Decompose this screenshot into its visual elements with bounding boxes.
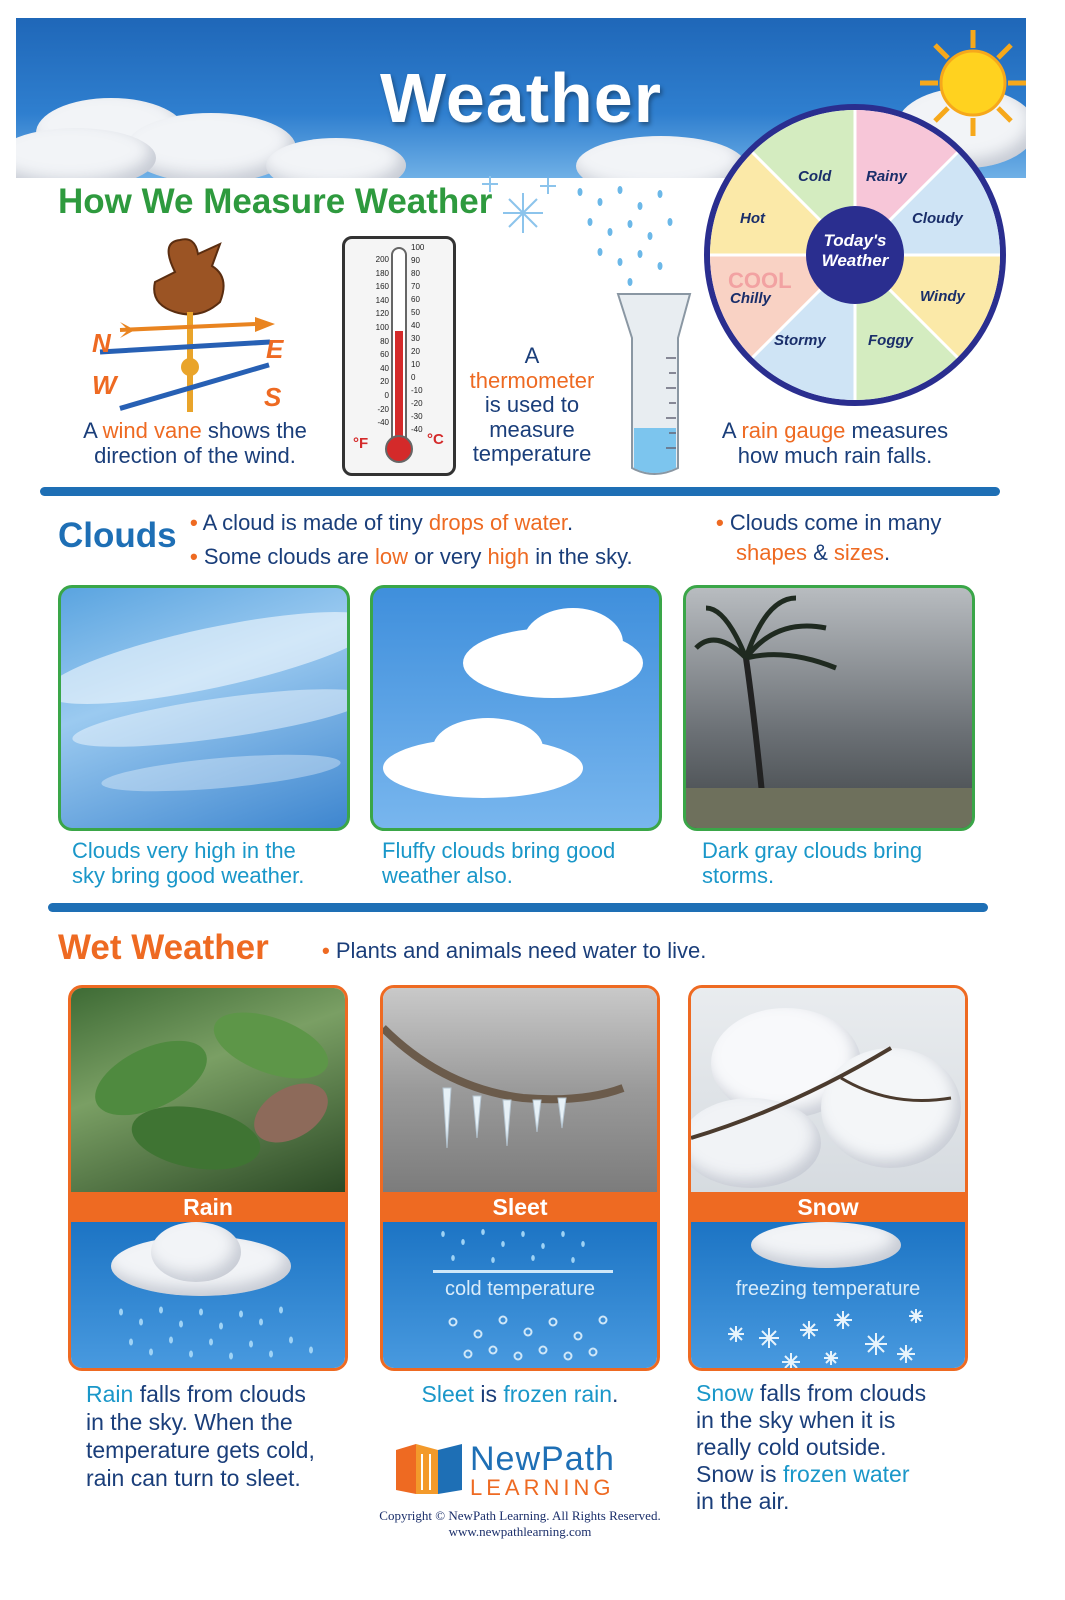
thermometer-term: thermometer [469, 367, 595, 393]
wheel-label-cold: Cold [798, 168, 832, 185]
wheel-label-cool: COOL [728, 268, 792, 293]
thermometer-tick: 20 [411, 347, 420, 356]
clouds-bullet-1: • A cloud is made of tiny drops of water. [190, 510, 574, 535]
sleet-card [380, 985, 660, 1371]
cumulus-cloud-photo [370, 585, 662, 831]
snow-description: Snow falls from clouds in the sky when it is really cold outside. Snow is frozen water in the air. [696, 1380, 927, 1514]
wheel-label-cloudy: Cloudy [912, 210, 963, 227]
newpath-logo: NewPath LEARNING [470, 1440, 615, 1500]
thermometer-tick: 40 [411, 321, 420, 330]
thermometer-tick: 30 [411, 334, 420, 343]
thermometer-tick: 20 [380, 377, 389, 387]
thermometer-tick: -40 [411, 425, 423, 434]
wheel-label-chilly: Chilly [730, 290, 771, 307]
thermometer-caption: A thermometer is used to measure temperature [469, 343, 595, 466]
clouds-heading: Clouds [58, 516, 177, 555]
thermometer-tick: 10 [411, 360, 420, 369]
wind-vane-term: wind vane [102, 418, 202, 443]
celsius-label: °C [427, 431, 444, 448]
thermometer-tick: 80 [380, 336, 389, 346]
cloud-caption-3: Dark gray clouds bring storms. [702, 838, 923, 888]
thermometer-tick: -20 [411, 399, 423, 408]
thermometer-tick: 100 [411, 243, 425, 252]
direction-e-label: E [266, 334, 284, 364]
thermometer-tick: 60 [411, 295, 420, 304]
direction-s-label: S [264, 382, 282, 412]
website-link: www.newpathlearning.com [448, 1524, 592, 1539]
snow-branch-photo [691, 988, 965, 1192]
wheel-label-rainy: Rainy [866, 168, 907, 185]
celsius-scale [411, 241, 451, 436]
sleet-label: Sleet [383, 1192, 657, 1222]
wet-weather-heading: Wet Weather [58, 928, 269, 967]
wheel-label-stormy: Stormy [774, 332, 826, 349]
raindrops-illustration [570, 182, 680, 292]
rain-diagram [71, 1222, 345, 1371]
wheel-label-windy: Windy [920, 288, 965, 305]
sleet-description: Sleet is frozen rain. [421, 1381, 619, 1407]
thermometer-tick: -20 [377, 404, 389, 414]
sleet-icicle-photo [383, 988, 657, 1192]
thermometer-tick: 120 [375, 309, 389, 319]
clouds-bullet-3: • Clouds come in many shapes & sizes. [716, 510, 942, 565]
copyright-notice: Copyright © NewPath Learning. All Rights Reserved. www.newpathlearning.com [330, 1508, 710, 1540]
cold-temperature-label: cold temperature [444, 1278, 596, 1300]
rain-gauge-caption: A rain gauge measures how much rain falls. [721, 418, 949, 468]
rain-label: Rain [71, 1192, 345, 1222]
measure-heading: How We Measure Weather [58, 182, 493, 221]
thermometer-tick: 80 [411, 269, 420, 278]
thermometer-tick: 0 [411, 373, 416, 382]
direction-w-label: W [92, 370, 117, 400]
thermometer-tick: 200 [375, 255, 389, 264]
thermometer-tick: 140 [375, 295, 389, 305]
newpath-logo-icon [392, 1440, 466, 1498]
wind-vane-caption: A wind vane shows the direction of the wind. [83, 418, 307, 468]
thermometer-tick: 70 [411, 282, 420, 291]
thermometer-tick: 40 [380, 363, 389, 373]
wet-weather-bullet: • Plants and animals need water to live. [322, 938, 707, 963]
page-title: Weather [380, 59, 662, 137]
storm-cloud-photo [683, 585, 975, 831]
thermometer-tick: 0 [384, 390, 389, 400]
thermometer-tick: 50 [411, 308, 420, 317]
rain-leaf-photo [71, 988, 345, 1192]
wheel-label-foggy: Foggy [868, 332, 913, 349]
thermometer-illustration [342, 236, 456, 476]
fahrenheit-label: °F [353, 435, 369, 452]
thermometer-tick: 60 [380, 350, 389, 360]
snowflake-icon [478, 168, 568, 258]
thermometer-tick: 180 [375, 268, 389, 278]
thermometer-tick: 160 [375, 282, 389, 292]
direction-n-label: N [92, 328, 111, 358]
rain-gauge-illustration [614, 288, 694, 478]
snow-card [688, 985, 968, 1371]
freezing-temperature-label: freezing temperature [735, 1278, 921, 1300]
section-divider [48, 903, 988, 912]
snow-diagram [691, 1222, 965, 1371]
cirrus-cloud-photo [58, 585, 350, 831]
sleet-diagram [383, 1222, 657, 1371]
thermometer-tick: -10 [411, 386, 423, 395]
raindrops-icon [71, 1222, 348, 1371]
rain-description: Rain falls from clouds in the sky. When the temperature gets cold, rain can turn to sleet. [86, 1381, 315, 1491]
wheel-center: Today's Weather [806, 206, 904, 304]
thermometer-tick: -30 [411, 412, 423, 421]
wheel-label-hot: Hot [740, 210, 765, 227]
thermometer-tick: -40 [377, 418, 389, 428]
fahrenheit-scale [349, 253, 389, 430]
thermometer-tick: 100 [375, 322, 389, 332]
snow-label: Snow [691, 1192, 965, 1222]
cloud-caption-1: Clouds very high in the sky bring good weather. [72, 838, 305, 888]
section-divider [40, 487, 1000, 496]
clouds-bullet-2: • Some clouds are low or very high in the sky. [190, 544, 633, 569]
snowflakes-icon [691, 1222, 968, 1371]
cloud-caption-2: Fluffy clouds bring good weather also. [382, 838, 616, 888]
rain-gauge-term: rain gauge [741, 418, 846, 443]
rain-card [68, 985, 348, 1371]
thermometer-tick: 90 [411, 256, 420, 265]
